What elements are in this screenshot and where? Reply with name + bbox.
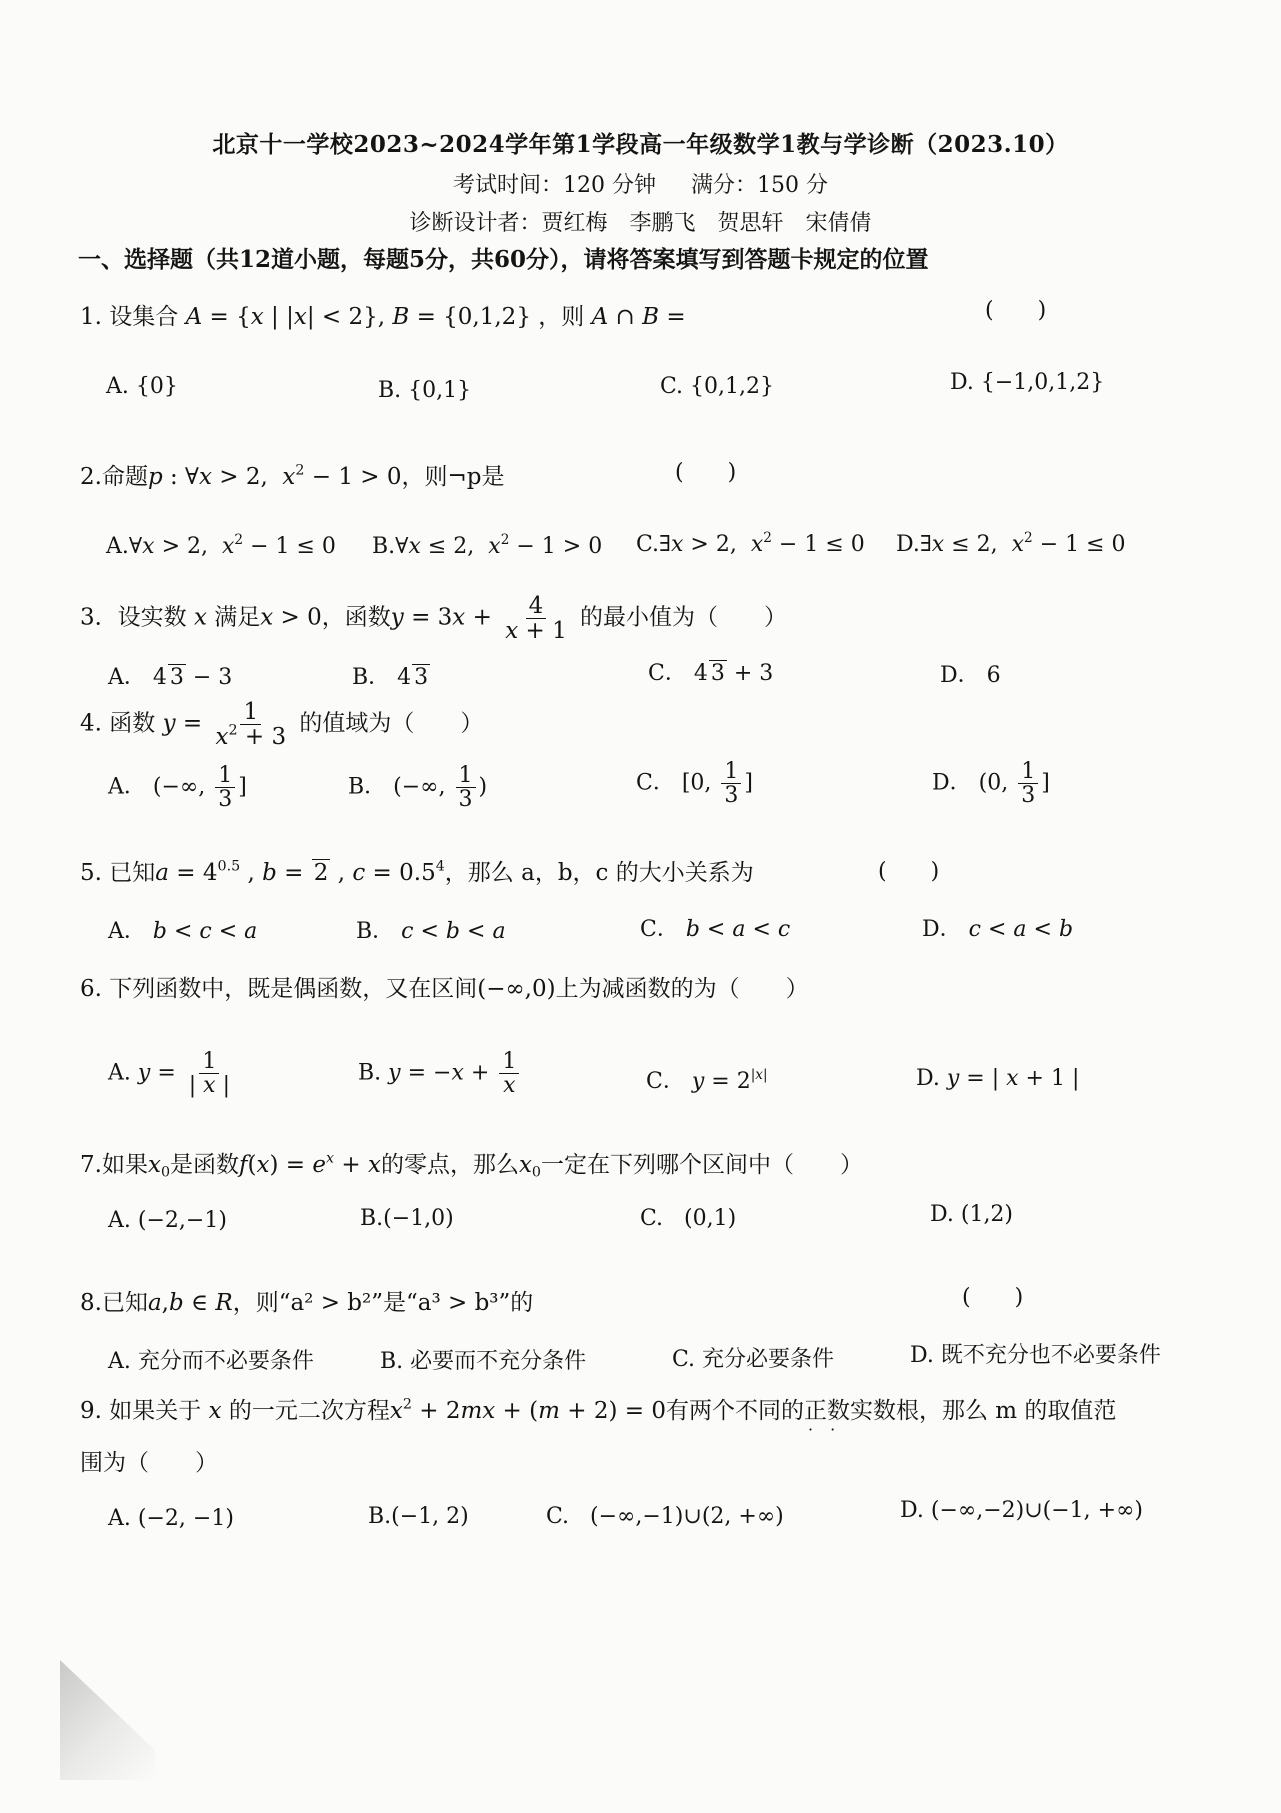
question-7-option-c: C. (0,1) [640,1206,737,1231]
emphasized-word: 正数 · · [804,1398,850,1424]
question-4-option-b: B． (−∞, $\frac{1}{3}$ ) [348,763,488,813]
question-3-stem: 3．设实数 x 满足x > 0，函数y = 3x + $\frac{4}{x + 1}$ 的最小值为（ ） [80,593,788,645]
question-2-stem: 2.命题p : ∀x > 2, $x^2 - 1 > 0$，则¬p是 [80,462,505,490]
question-4-option-d: D． (0, $\frac{1}{3}$ ] [932,759,1050,809]
question-6-option-d: D. y = | x + 1 | [916,1066,1080,1091]
question-9-option-a: A. (−2, −1) [108,1506,234,1531]
question-6-option-c: C． $y = 2^{|x|}$ [646,1067,768,1094]
question-3-option-d: D． 6 [940,663,1001,688]
question-2-option-b: B.∀x ≤ 2, $x^2 - 1 > 0$ [372,532,603,559]
answer-paren: ( ) [878,859,940,884]
question-8-option-c: C. 充分必要条件 [672,1347,835,1372]
question-4-stem: 4. 函数 y = $\frac{1}{x^2 + 3}$ 的值域为（ ） [80,699,484,751]
section-heading: 一、选择题（共12道小题，每题5分，共60分），请将答案填写到答题卡规定的位置 [78,246,929,273]
question-7-stem: 7.如果$x_0$是函数$f(x) = e^x + x$的零点，那么$x_0$一定在下列哪个区间中（ ） [80,1150,863,1181]
question-6-option-a: A. y = $\frac{1}{| x |}$ [108,1049,230,1099]
question-5-option-a: A． b < c < a [108,919,258,944]
question-4-option-a: A． (−∞, $\frac{1}{3}$ ] [108,763,247,813]
exam-title: 北京十一学校2023~2024学年第1学段高一年级数学1教与学诊断（2023.10） [212,131,1069,158]
scan-shadow [60,1660,155,1780]
question-5-stem: 5. 已知$a = 4^{0.5}$ , b = 2 , $c = 0.5^4$，那么 a，b，c 的大小关系为 [80,858,754,886]
question-9-stem-line2: 围为（ ） [80,1450,218,1476]
question-9-option-c: C. (−∞,−1)∪(2, +∞) [546,1504,784,1529]
question-8-option-a: A. 充分而不必要条件 [108,1349,314,1374]
question-3-option-a: A． 4 3 − 3 [108,665,233,690]
question-1-stem: 1. 设集合 A = {x | |x| < 2}, B = {0,1,2} ，则 A ∩ B = [80,304,686,330]
exam-time: 考试时间：120 分钟 [453,173,656,198]
question-8-stem: 8.已知a,b ∈ R，则“a² > b²”是“a³ > b³”的 [80,1290,534,1316]
question-1-option-d: D. {−1,0,1,2} [950,370,1105,395]
question-7-option-a: A. (−2,−1) [108,1208,227,1233]
question-5-option-b: B． c < b < a [356,919,506,944]
question-1-option-c: C. {0,1,2} [660,374,775,399]
question-9-stem: 9. 如果关于 x 的一元二次方程$x^2 + 2mx + (m + 2) = 0$有两个不同的正数 · ·实数根，那么 m 的取值范 [80,1392,1116,1425]
question-5-option-d: D． c < a < b [922,917,1074,942]
question-6-stem: 6. 下列函数中，既是偶函数，又在区间(−∞,0)上为减函数的为（ ） [80,976,809,1002]
question-3-option-c: C． 4 3 + 3 [648,661,774,686]
question-7-option-b: B.(−1,0) [360,1206,454,1231]
question-2-option-d: D.∃x ≤ 2, $x^2 - 1 \le 0$ [896,530,1126,557]
question-9-option-b: B.(−1, 2) [368,1504,469,1529]
question-2-option-c: C.∃x > 2, $x^2 - 1 \le 0$ [636,530,865,557]
question-8-option-d: D. 既不充分也不必要条件 [910,1343,1161,1368]
question-3-option-b: B． 4 3 [352,665,429,690]
question-6-option-b: B. y = −x + $\frac{1}{x}$ [358,1050,522,1097]
question-7-option-d: D. (1,2) [930,1202,1014,1227]
question-1-option-a: A. {0} [106,374,178,399]
question-2-option-a: A.∀x > 2, $x^2 - 1 \le 0$ [106,532,336,559]
answer-paren: ( ) [985,298,1047,323]
question-1-option-b: B. {0,1} [378,378,472,403]
answer-paren: ( ) [675,460,737,485]
answer-paren: ( ) [962,1285,1024,1310]
question-9-option-d: D. (−∞,−2)∪(−1, +∞) [900,1498,1143,1523]
exam-info [0,168,1281,199]
question-4-option-c: C． [0, $\frac{1}{3}$ ] [636,759,753,809]
question-8-option-b: B. 必要而不充分条件 [380,1349,587,1374]
exam-designers: 诊断设计者：贾红梅 李鹏飞 贺思轩 宋倩倩 [409,211,872,236]
exam-score: 满分：150 分 [691,173,828,198]
question-5-option-c: C． b < a < c [640,917,791,942]
